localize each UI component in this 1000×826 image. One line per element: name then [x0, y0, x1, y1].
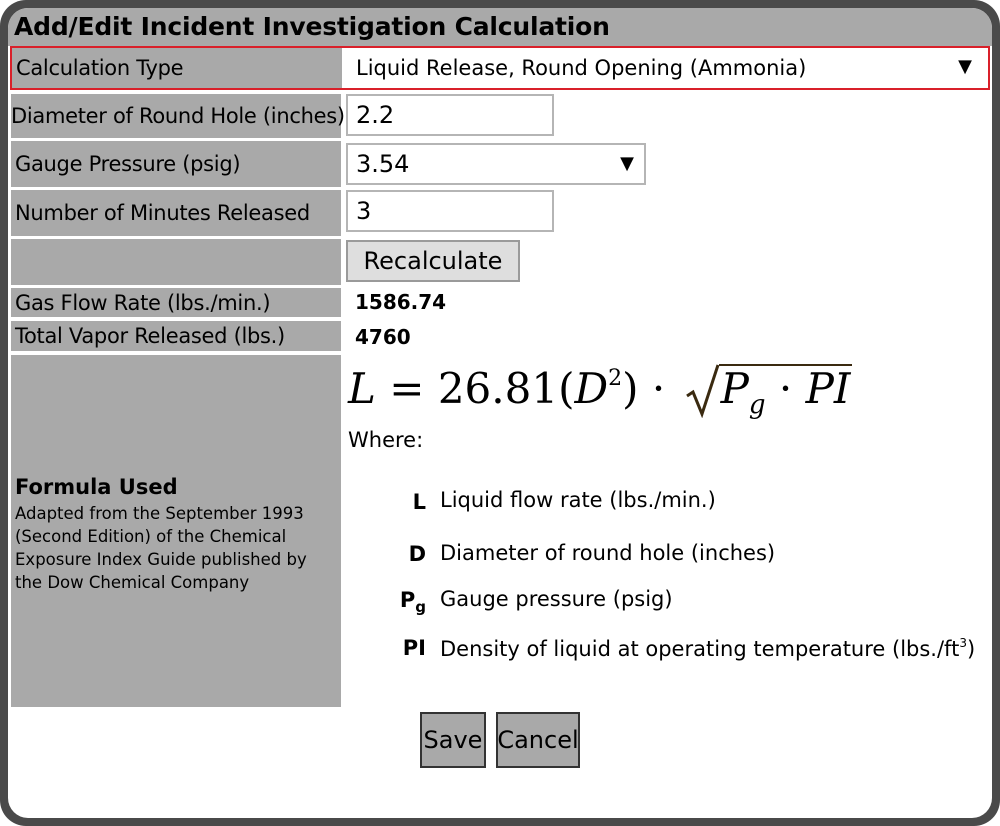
minutes-released-label: Number of Minutes Released — [11, 190, 341, 236]
gas-flow-rate-value: 1586.74 — [355, 290, 447, 314]
legend-description-pi-text: Density of liquid at operating temperature (lbs./ft — [440, 637, 960, 661]
legend-description-pg: Gauge pressure (psig) — [440, 587, 673, 611]
legend-symbol-pi: PI — [402, 636, 426, 660]
dialog-body — [8, 8, 992, 818]
legend-symbol-d: D — [408, 542, 426, 566]
gauge-pressure-select[interactable] — [346, 143, 646, 185]
triangle-down-icon: ▼ — [620, 153, 634, 174]
formula-where-label: Where: — [348, 428, 424, 452]
formula-pressure-symbol: P — [720, 364, 749, 413]
recalculate-label-cell — [11, 239, 341, 285]
legend-symbol-pg — [346, 588, 426, 616]
formula-description: Adapted from the September 1993 (Second Edition) of the Chemical Exposure Index Guide published by the Dow Chemical Company — [15, 504, 307, 592]
formula-radical — [685, 364, 853, 428]
formula-lhs: L — [348, 364, 376, 413]
legend-symbol-l: L — [412, 490, 426, 514]
formula-equation: $L = 26.81(D^2)$ · $P_g$ · PI — [348, 364, 852, 424]
total-vapor-label: Total Vapor Released (lbs.) — [11, 321, 341, 351]
legend-description-l: Liquid flow rate (lbs./min.) — [440, 488, 716, 512]
gauge-pressure-label: Gauge Pressure (psig) — [11, 141, 341, 187]
legend-description-d: Diameter of round hole (inches) — [440, 541, 776, 565]
legend-description-pi — [440, 636, 975, 661]
formula-label-cell — [11, 355, 341, 707]
formula-density-symbol: PI — [805, 364, 851, 413]
dialog-title-bar — [8, 8, 992, 46]
calculation-type-label: Calculation Type — [12, 48, 342, 88]
diameter-input[interactable]: 2.2 — [346, 94, 554, 136]
formula-coefficient: 26.81 — [437, 364, 559, 413]
calculation-type-select[interactable] — [348, 48, 988, 88]
formula-diameter-exponent: 2 — [608, 366, 623, 391]
dialog-title: Add/Edit Incident Investigation Calculation — [14, 12, 610, 41]
gas-flow-rate-label: Gas Flow Rate (lbs./min.) — [11, 288, 341, 317]
diameter-label: Diameter of Round Hole (inches) — [11, 94, 341, 138]
formula-dot: · — [651, 364, 666, 413]
formula-equals: = — [389, 364, 425, 413]
minutes-released-input[interactable]: 3 — [346, 190, 554, 232]
triangle-down-icon: ▼ — [958, 56, 972, 77]
gauge-pressure-value: 3.54 — [356, 150, 410, 178]
formula-pressure-subscript: g — [748, 390, 766, 420]
legend-description-pi-superscript: 3 — [959, 636, 967, 650]
cancel-button[interactable]: Cancel — [496, 712, 580, 768]
save-button[interactable]: Save — [420, 712, 486, 768]
calculation-type-row — [10, 46, 990, 90]
formula-title: Formula Used — [15, 475, 178, 499]
formula-diameter-symbol: D — [574, 364, 609, 413]
formula-dot-2: · — [778, 364, 793, 413]
legend-description-pi-end: ) — [966, 637, 976, 661]
square-root-icon — [685, 362, 721, 418]
total-vapor-value: 4760 — [355, 325, 411, 349]
legend-symbol-g: g — [415, 598, 426, 617]
recalculate-button[interactable]: Recalculate — [346, 240, 520, 282]
calculation-type-value: Liquid Release, Round Opening (Ammonia) — [356, 56, 807, 80]
legend-symbol-p: P — [399, 588, 416, 612]
